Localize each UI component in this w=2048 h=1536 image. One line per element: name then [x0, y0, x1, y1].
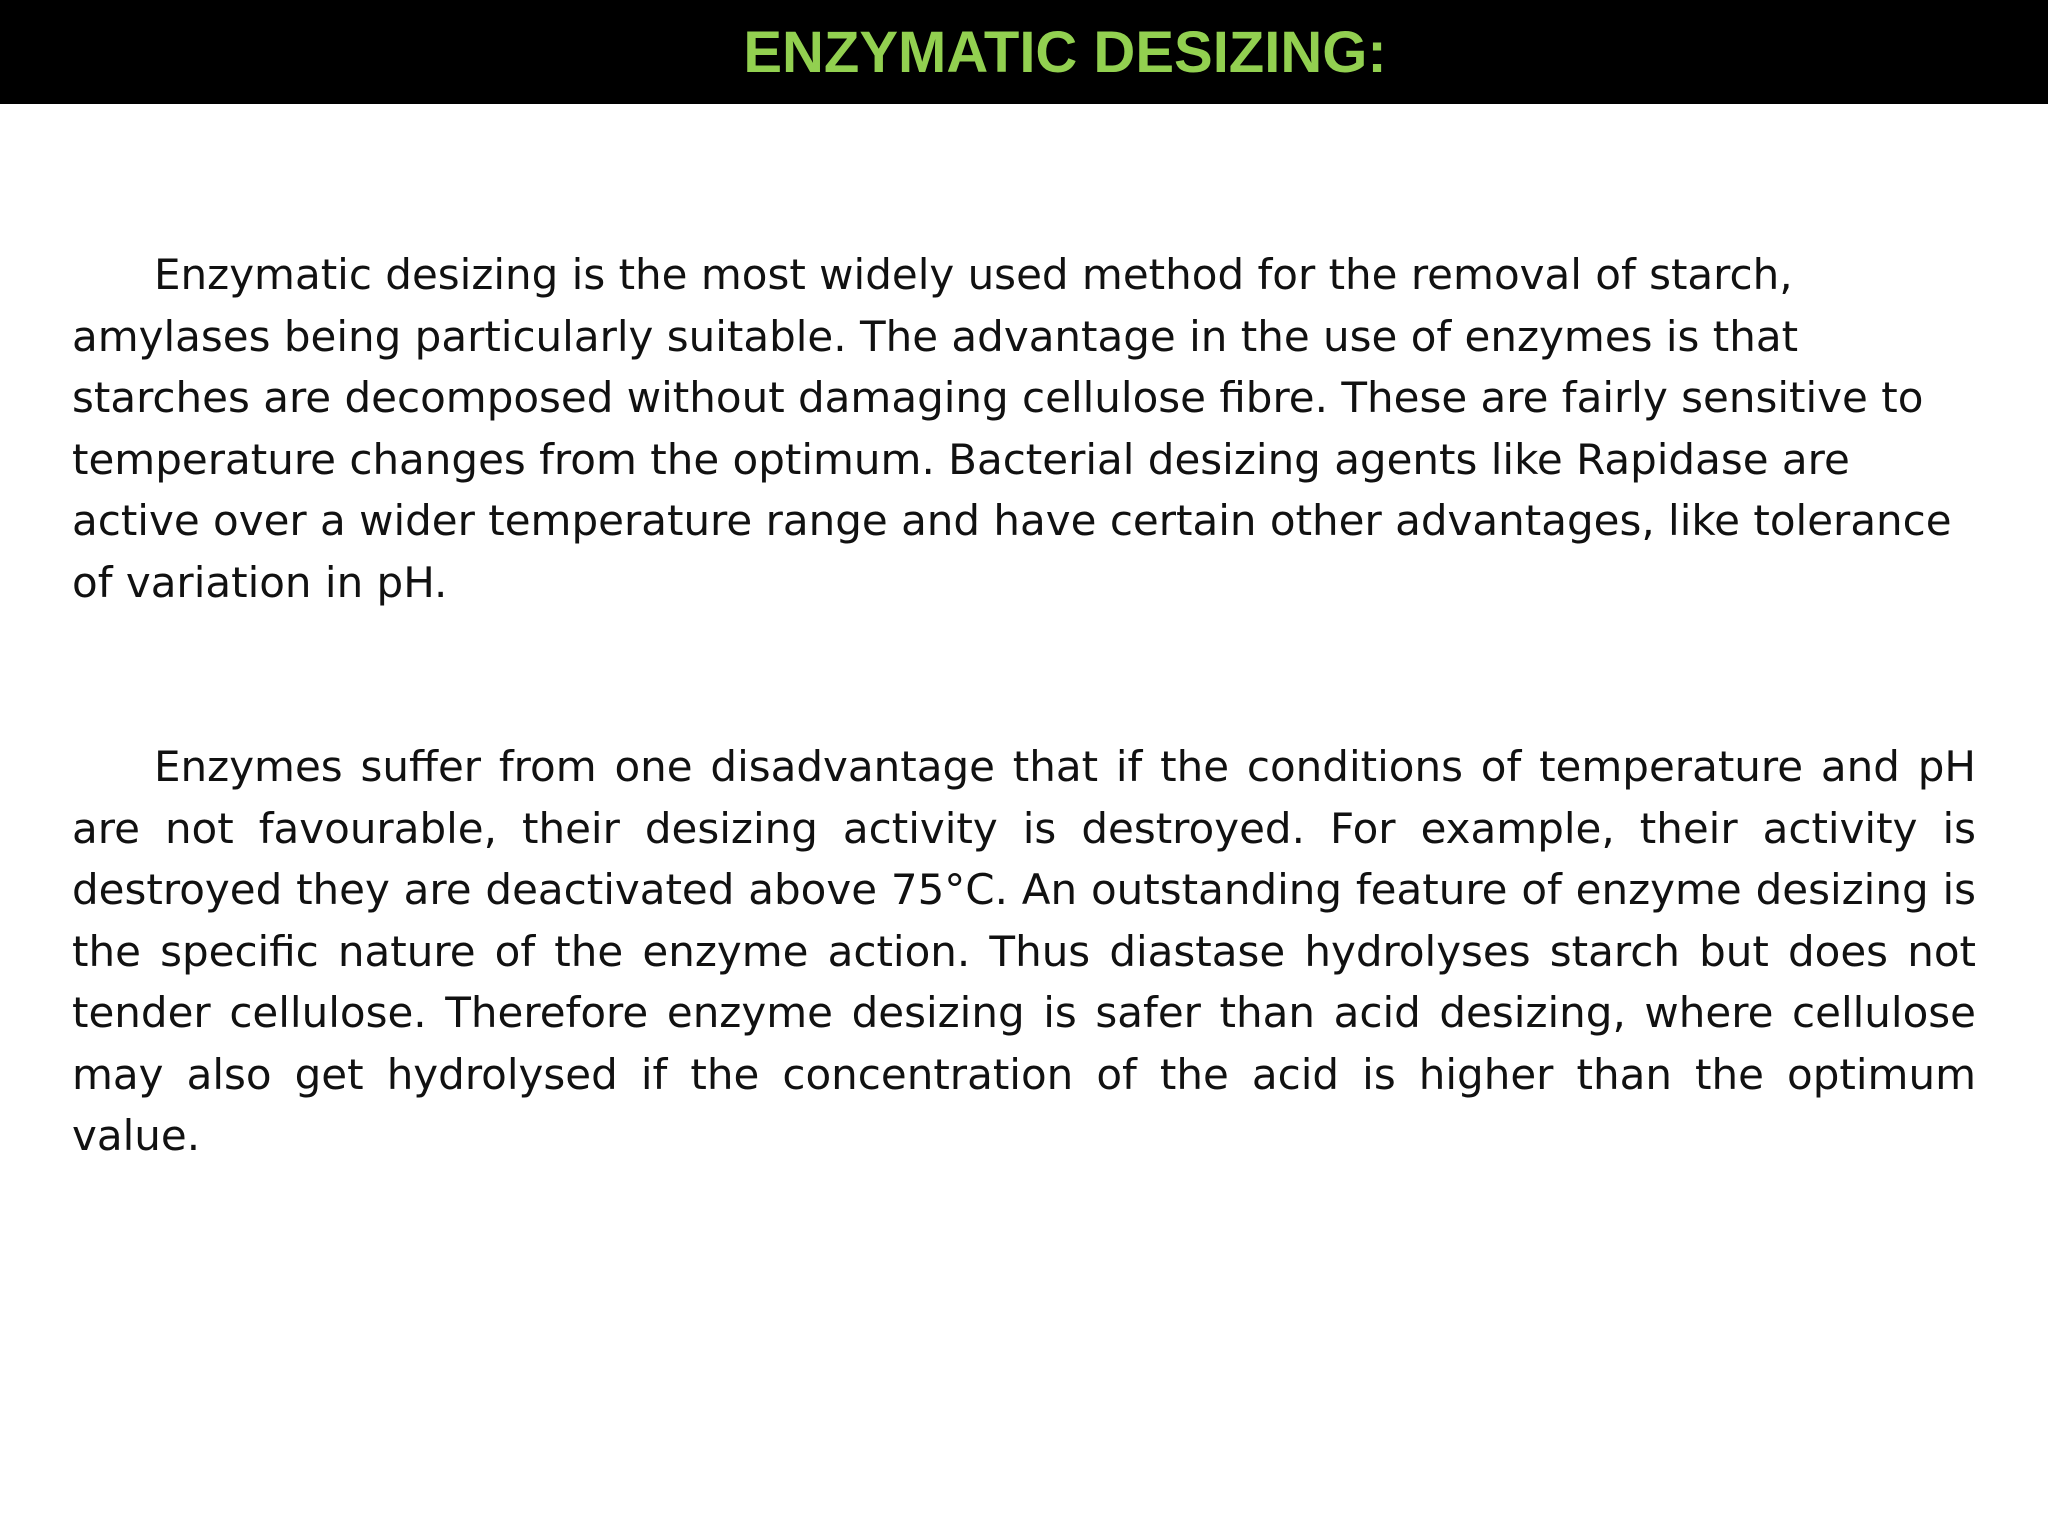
paragraph-enzyme-disadvantage: Enzymes suffer from one disadvantage that if the conditions of temperature and pH are not favourable, their desizing activity is destroyed. For example, their activity is destroyed they are deactivated above 75°C. An outstanding feature of enzyme desizing is the specific nature of the enzyme action. Thus diastase hydrolyses starch but does not tender cellulose. Therefore enzyme desizing is safer than acid desizing, where cellulose may also get hydrolysed if the concentration of the acid is higher than the optimum value. — [72, 742, 1976, 1160]
title-bar — [0, 0, 2048, 104]
slide-title: ENZYMATIC DESIZING: — [743, 20, 1387, 85]
paragraph-enzymatic-desizing: Enzymatic desizing is the most widely used method for the removal of starch, amylases being particularly suitable. The advantage in the use of enzymes is that starches are decomposed without damaging cellulose fibre. These are fairly sensitive to temperature changes from the optimum. Bacterial desizing agents like Rapidase are active over a wider temperature range and have certain other advantages, like tolerance of variation in pH. — [72, 250, 1952, 607]
slide-body — [72, 244, 1976, 1167]
